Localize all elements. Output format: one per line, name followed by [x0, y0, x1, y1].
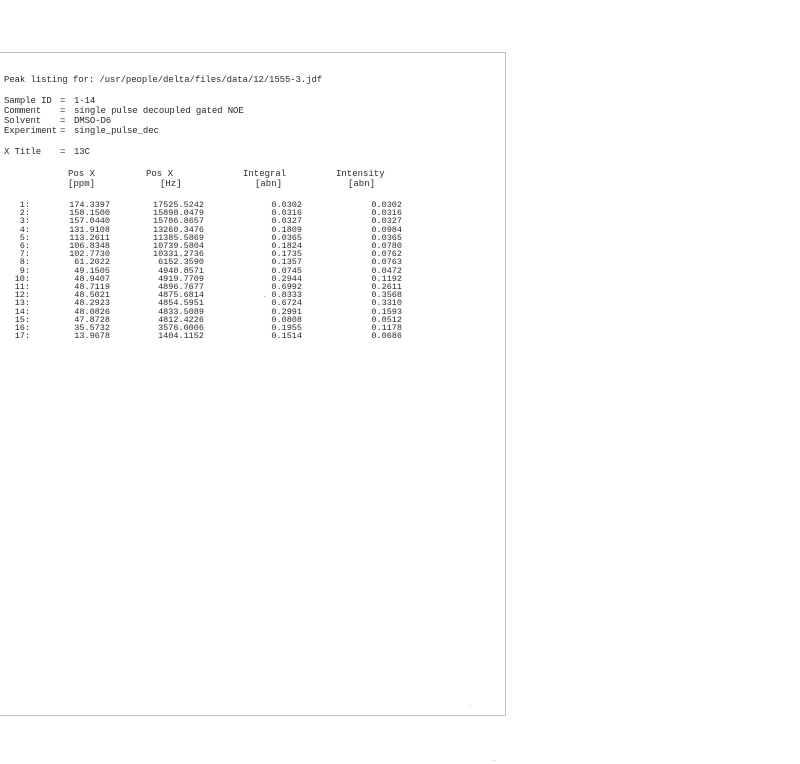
peak-index: 9:: [19, 265, 30, 276]
pos-x-hz: 4812.4226: [158, 314, 204, 325]
meta-label-solvent: Solvent: [4, 116, 42, 126]
meta-value-x-title: 13C: [74, 147, 90, 157]
pos-x-hz: 4854.5951: [158, 298, 204, 309]
integral-value: 0.2991: [271, 306, 302, 317]
intensity-value: 0.0984: [371, 224, 402, 235]
peak-index: 13:: [14, 298, 30, 309]
col-header-ppm-name: Pos X: [68, 169, 96, 179]
printed-page: [0, 52, 506, 716]
peak-index: 11:: [14, 282, 30, 292]
integral-value: 0.1809: [271, 224, 302, 235]
pos-x-ppm: 48.0826: [74, 306, 110, 317]
meta-equals: =: [60, 106, 66, 116]
intensity-value: 0.0302: [371, 200, 402, 210]
integral-value: 0.6724: [271, 298, 302, 309]
integral-value: 0.1514: [271, 331, 302, 342]
pos-x-ppm: 61.2022: [74, 257, 110, 268]
meta-label-comment: Comment: [4, 106, 42, 116]
intensity-value: 0.0512: [371, 314, 402, 325]
pos-x-ppm: 47.8728: [74, 314, 110, 325]
intensity-value: 0.0780: [371, 241, 402, 251]
scan-speck: [264, 296, 265, 297]
pos-x-hz: 17525.5242: [152, 200, 204, 210]
peak-index: 16:: [14, 323, 30, 333]
col-header-integral-unit: [abn]: [255, 179, 283, 189]
peak-index: 8:: [19, 257, 30, 268]
intensity-value: 0.0686: [371, 331, 402, 342]
peak-index: 3:: [19, 216, 30, 227]
intensity-value: 0.3568: [371, 290, 402, 301]
col-header-integral-name: Integral: [243, 169, 287, 179]
peak-index: 5:: [19, 232, 30, 243]
intensity-value: 0.0316: [371, 208, 402, 219]
col-header-intensity-unit: [abn]: [348, 179, 376, 189]
intensity-value: 0.1178: [371, 323, 402, 333]
intensity-value: 0.0472: [371, 265, 402, 276]
integral-value: 0.0316: [271, 208, 302, 219]
integral-value: 0.1955: [271, 323, 302, 333]
pos-x-ppm: 48.5021: [74, 290, 110, 301]
meta-equals: =: [60, 126, 66, 136]
pos-x-hz: 15786.8657: [152, 216, 204, 227]
pos-x-ppm: 174.3397: [69, 200, 110, 210]
scan-speck: [494, 760, 495, 761]
peak-index: 4:: [19, 224, 30, 235]
pos-x-hz: 1404.1152: [158, 331, 204, 342]
meta-label-experiment: Experiment: [4, 126, 58, 136]
pos-x-hz: 11385.5869: [152, 232, 204, 243]
pos-x-ppm: 49.1505: [74, 265, 110, 276]
intensity-value: 0.0365: [371, 232, 402, 243]
pos-x-hz: 15898.0479: [152, 208, 204, 219]
intensity-value: 0.1192: [371, 273, 402, 284]
pos-x-ppm: 158.1500: [69, 208, 110, 219]
integral-value: 0.1357: [271, 257, 302, 268]
peak-index: 6:: [19, 241, 30, 251]
peak-index: 17:: [14, 331, 30, 342]
peak-index: 2:: [19, 208, 30, 219]
integral-value: 0.1735: [271, 249, 302, 260]
col-header-ppm-unit: [ppm]: [68, 179, 96, 189]
peak-index: 15:: [14, 314, 30, 325]
pos-x-hz: 3576.0006: [158, 323, 204, 333]
integral-value: 0.8333: [271, 290, 302, 301]
pos-x-ppm: 106.8348: [69, 241, 110, 251]
meta-equals: =: [60, 147, 66, 157]
pos-x-hz: 10739.5804: [152, 241, 204, 251]
pos-x-hz: 4940.8571: [158, 265, 204, 276]
integral-value: 0.6992: [271, 282, 302, 292]
pos-x-hz: 4919.7709: [158, 273, 204, 284]
pos-x-hz: 4875.6814: [158, 290, 204, 301]
meta-label-x-title: X Title: [4, 147, 42, 157]
intensity-value: 0.0327: [371, 216, 402, 227]
pos-x-ppm: 48.7119: [74, 282, 110, 292]
pos-x-ppm: 102.7730: [69, 249, 110, 260]
col-header-hz-unit: [Hz]: [160, 179, 182, 189]
pos-x-hz: 10331.2736: [152, 249, 204, 260]
pos-x-ppm: 35.5732: [74, 323, 110, 333]
integral-value: 0.0302: [271, 200, 302, 210]
meta-equals: =: [60, 96, 66, 106]
intensity-value: 0.0763: [371, 257, 402, 268]
intensity-value: 0.3310: [371, 298, 402, 309]
pos-x-hz: 6152.3590: [158, 257, 204, 268]
integral-value: 0.0365: [271, 232, 302, 243]
pos-x-ppm: 48.2923: [74, 298, 110, 309]
pos-x-ppm: 113.2611: [69, 232, 110, 243]
meta-value-comment: single pulse decoupled gated NOE: [74, 106, 244, 116]
intensity-value: 0.2611: [371, 282, 402, 292]
peak-index: 10:: [14, 273, 30, 284]
scan-speck: [470, 705, 471, 706]
integral-value: 0.0745: [271, 265, 302, 276]
peak-index: 14:: [14, 306, 30, 317]
integral-value: 0.2944: [271, 273, 302, 284]
col-header-intensity-name: Intensity: [336, 169, 385, 179]
peak-index: 1:: [19, 200, 30, 210]
pos-x-ppm: 48.9407: [74, 273, 110, 284]
meta-value-solvent: DMSO-D6: [74, 116, 112, 126]
col-header-hz-name: Pos X: [146, 169, 174, 179]
intensity-value: 0.1593: [371, 306, 402, 317]
meta-label-sample-id: Sample ID: [4, 96, 52, 106]
meta-value-experiment: single_pulse_dec: [74, 126, 159, 136]
pos-x-hz: 4833.5089: [158, 306, 204, 317]
peak-listing-title: Peak listing for: /usr/people/delta/files/data/12/1555-3.jdf: [4, 75, 323, 85]
pos-x-ppm: 157.0440: [69, 216, 110, 227]
intensity-value: 0.0762: [371, 249, 402, 260]
pos-x-ppm: 131.9108: [69, 224, 110, 235]
peak-index: 12:: [14, 290, 30, 301]
table-row: [0, 332, 506, 340]
peak-index: 7:: [19, 249, 30, 260]
meta-equals: =: [60, 116, 66, 126]
integral-value: 0.0327: [271, 216, 302, 227]
pos-x-hz: 4896.7677: [158, 282, 204, 292]
pos-x-ppm: 13.9678: [74, 331, 110, 342]
integral-value: 0.1824: [271, 241, 302, 251]
pos-x-hz: 13260.3476: [152, 224, 204, 235]
meta-value-sample-id: 1-14: [74, 96, 96, 106]
integral-value: 0.0808: [271, 314, 302, 325]
